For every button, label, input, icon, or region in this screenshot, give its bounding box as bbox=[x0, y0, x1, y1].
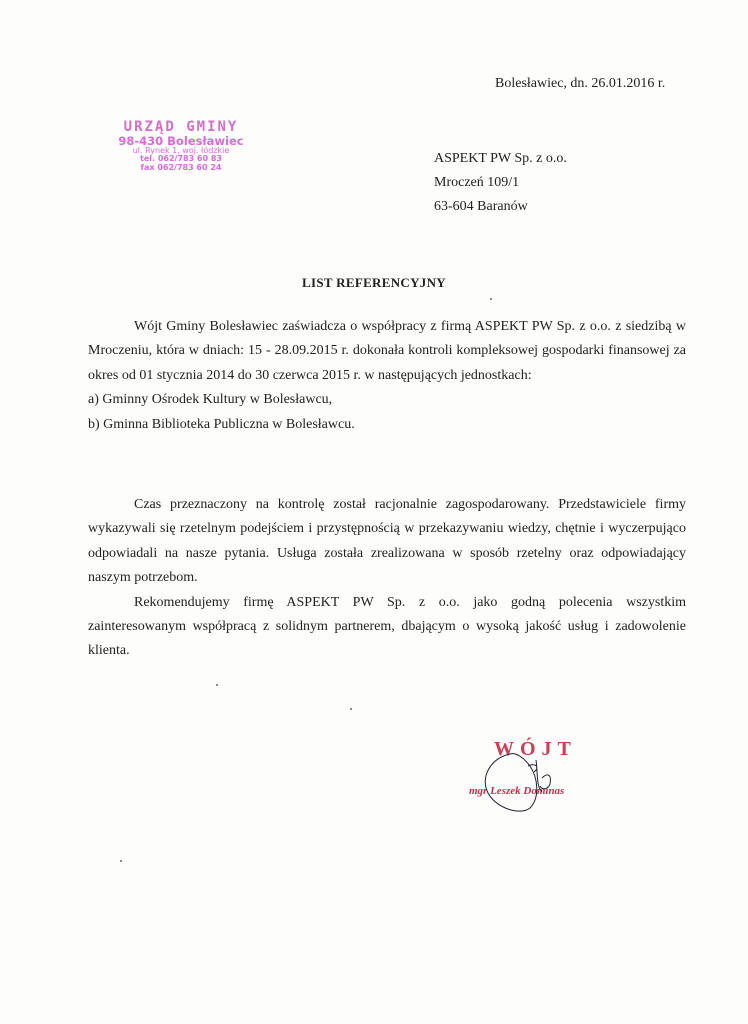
recipient-street: Mroczeń 109/1 bbox=[434, 175, 520, 190]
stamp-line-fax: fax 062/783 60 24 bbox=[140, 162, 222, 172]
date-line: Bolesławiec, dn. 26.01.2016 r. bbox=[495, 76, 666, 91]
stamp-line-phone: tel. 062/783 60 83 bbox=[140, 154, 222, 164]
office-stamp bbox=[96, 120, 266, 172]
recommendation-paragraph: Rekomendujemy firmę ASPEKT PW Sp. z o.o. jako godną polecenia wszystkim zainteresowanym współpracą z solidnym partnerem, dbającym o wysoką jakość usług i zadowolenie klienta. bbox=[88, 594, 686, 659]
body-section-1 bbox=[88, 315, 686, 437]
signature-name: mgr Leszek Dominas bbox=[469, 785, 565, 797]
handwritten-signature-icon bbox=[480, 738, 610, 818]
signature-block bbox=[469, 738, 610, 818]
stamp-line-street: ul. Rynek 1, woj. łódzkie bbox=[132, 145, 230, 155]
unit-item-a: a) Gminny Ośrodek Kultury w Bolesławcu, bbox=[88, 392, 333, 408]
scan-speck bbox=[216, 684, 218, 686]
recipient-address bbox=[434, 147, 567, 219]
document-title: LIST REFERENCYJNY bbox=[302, 275, 446, 290]
scan-speck bbox=[120, 860, 122, 862]
scan-speck bbox=[490, 298, 492, 300]
recipient-name: ASPEKT PW Sp. z o.o. bbox=[434, 151, 567, 166]
unit-item-b: b) Gminna Biblioteka Publiczna w Bolesławcu. bbox=[88, 416, 355, 432]
body-section-2 bbox=[88, 493, 686, 664]
recipient-city: 63-604 Baranów bbox=[434, 199, 528, 214]
stamp-line-postcode: 98-430 Bolesławiec bbox=[118, 133, 244, 148]
intro-paragraph: Wójt Gminy Bolesławiec zaświadcza o współpracy z firmą ASPEKT PW Sp. z o.o. z siedzibą w Mroczeniu, która w dniach: 15 - 28.09.2015 r. dokonała kontroli kompleksowej gospodarki finansowej za okres od 01 stycznia 2014 do 30 czerwca 2015 r. w następujących jednostkach: bbox=[88, 319, 686, 383]
signature-title: WÓJT bbox=[494, 738, 577, 760]
scan-speck bbox=[350, 708, 352, 710]
stamp-line-office: URZĄD GMINY bbox=[123, 119, 239, 135]
evaluation-paragraph: Czas przeznaczony na kontrolę został racjonalnie zagospodarowany. Przedstawiciele firmy wykazywali się rzetelnym podejściem i przystępnością w przekazywaniu wiedzy, chętnie i wyczerpująco odpowiadali na nasze pytania. Usługa została zrealizowana w sposób rzetelny oraz odpowiadający naszym potrzebom. bbox=[88, 497, 686, 586]
